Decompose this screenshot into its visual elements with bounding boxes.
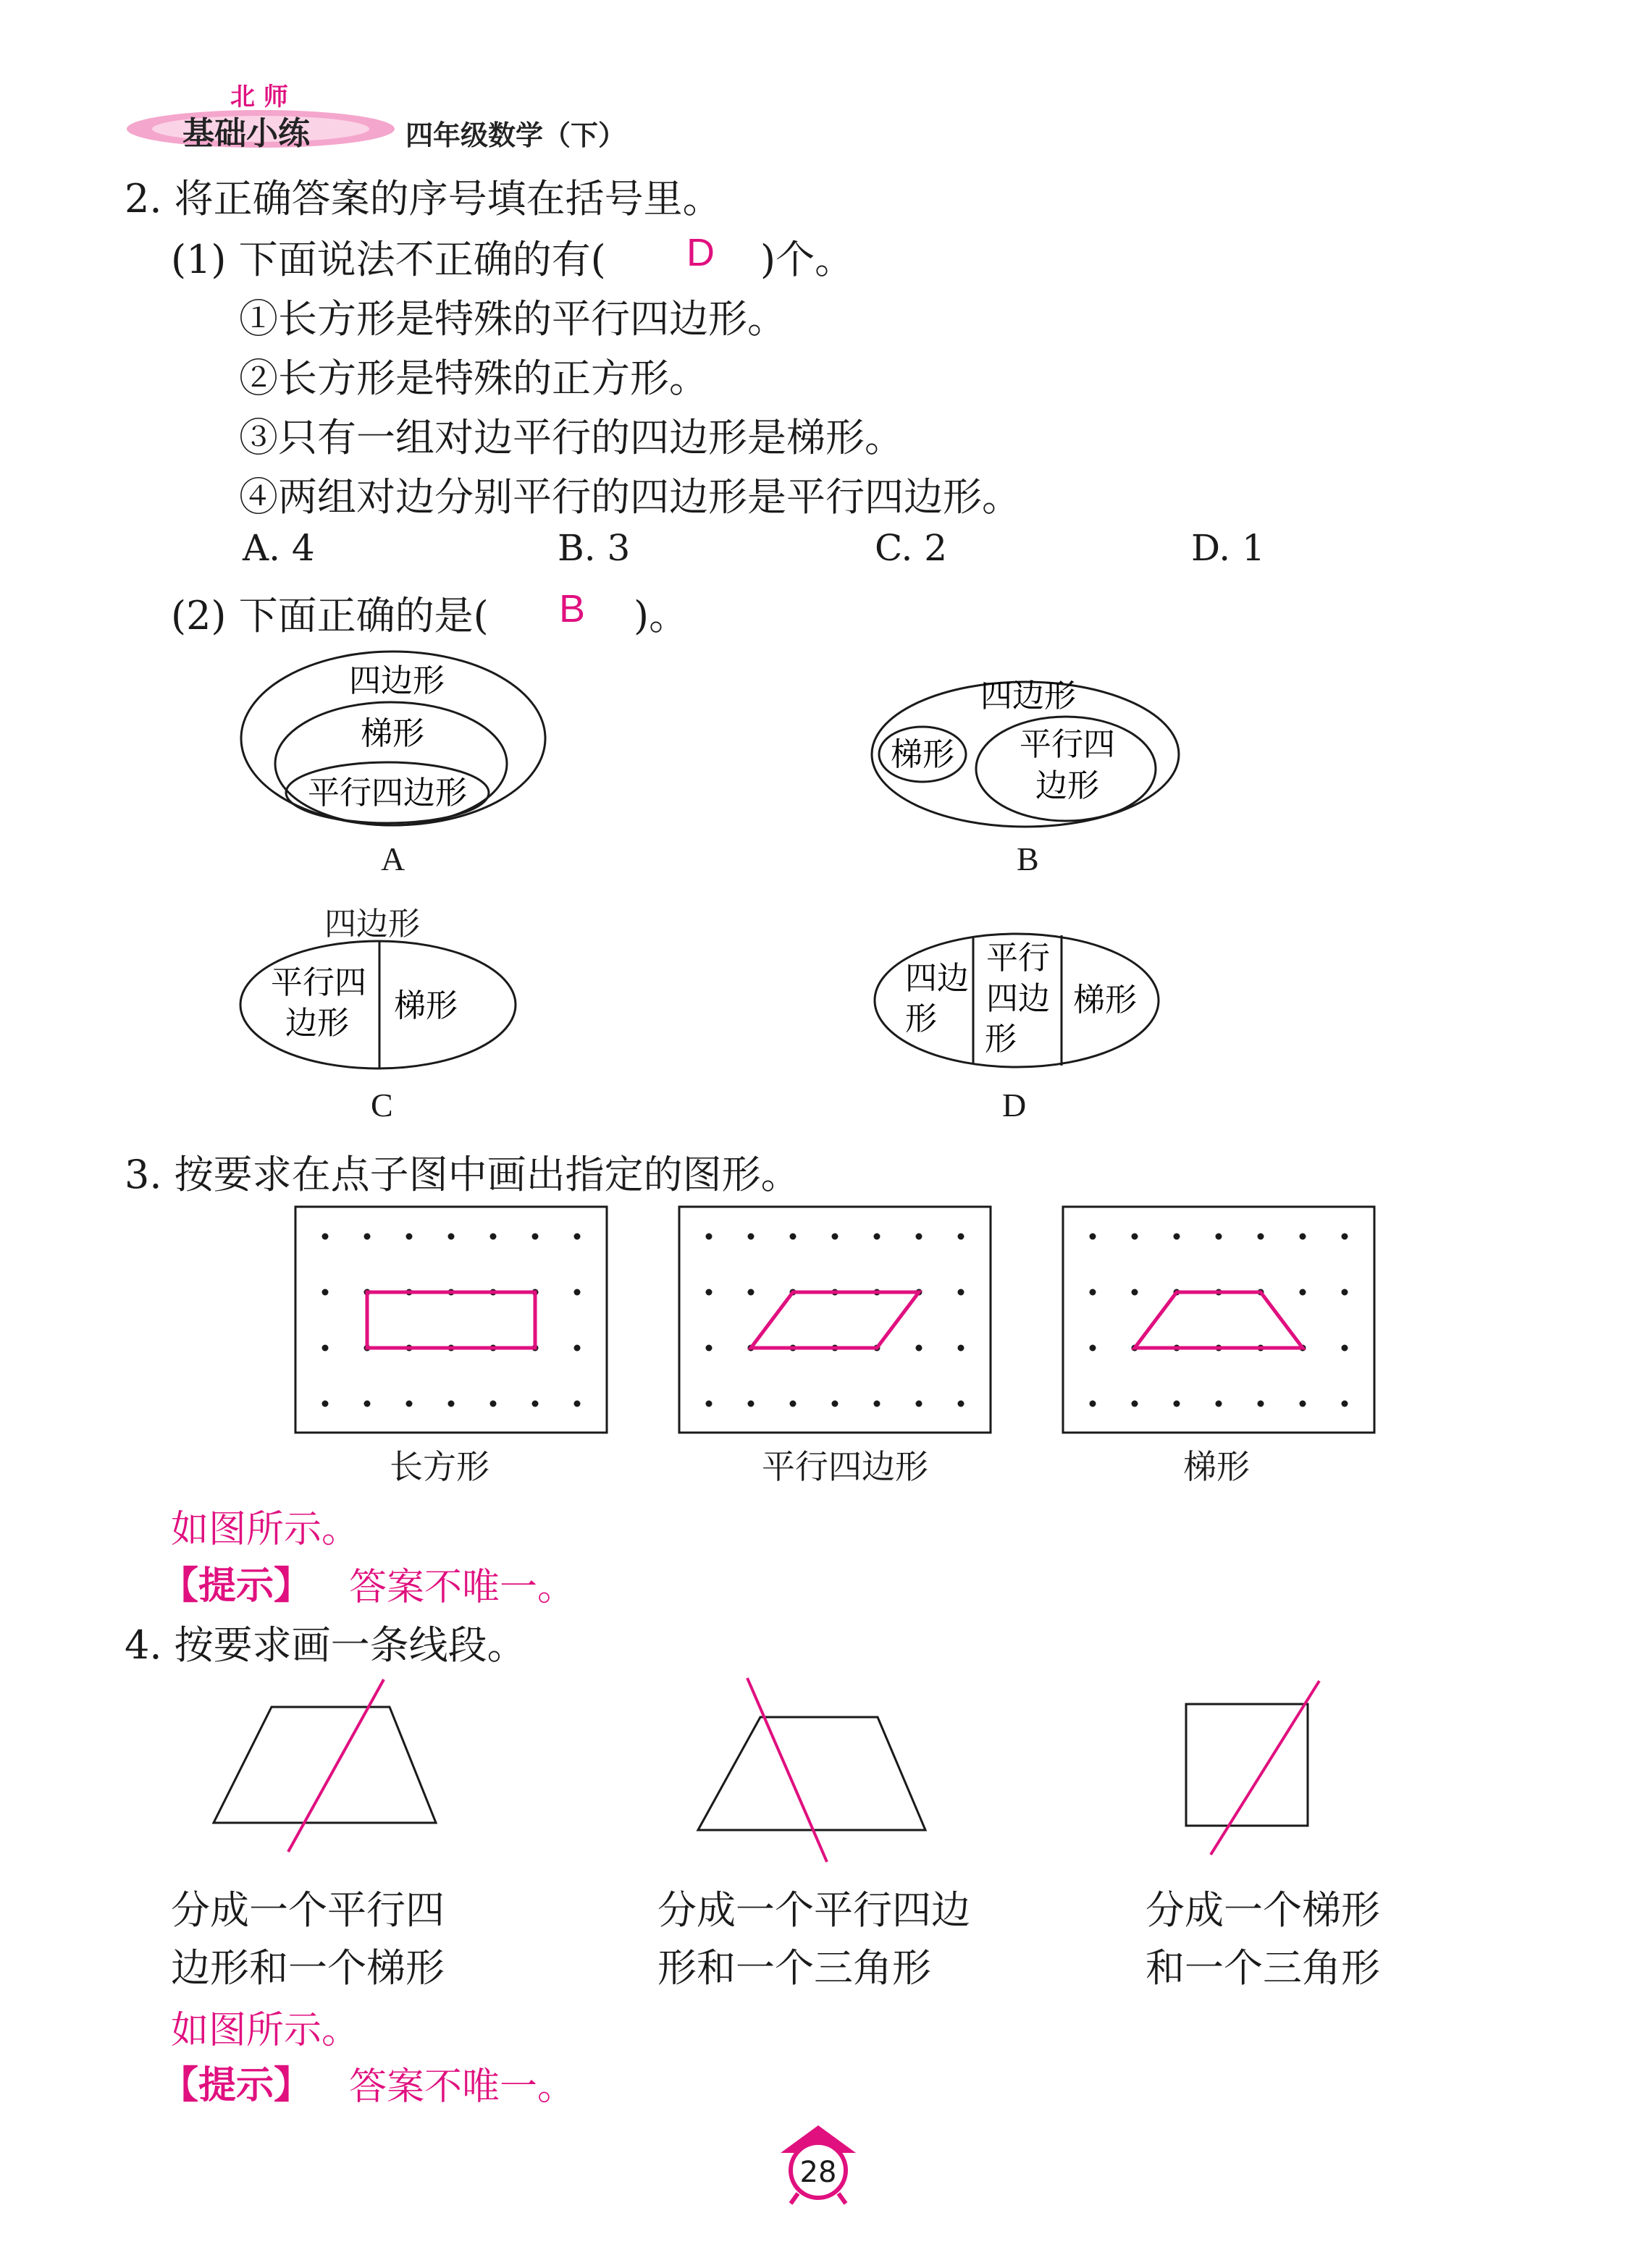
grid-dot	[1132, 1234, 1138, 1240]
grid-dot	[1258, 1401, 1264, 1407]
diagram-b-label: B	[1017, 840, 1039, 877]
q2-part2-prompt-before: (2) 下面正确的是(	[171, 593, 489, 638]
square-shape	[1186, 1704, 1308, 1826]
grid-dot	[706, 1289, 713, 1296]
grid-dot	[748, 1289, 755, 1296]
grid-dot	[874, 1401, 880, 1407]
option-c: C. 2	[875, 527, 948, 569]
grid-dot	[364, 1234, 371, 1240]
trapezoid-shape	[698, 1717, 925, 1830]
page-number: 28	[799, 2156, 837, 2189]
dot-grid-parallelogram	[677, 1205, 996, 1436]
diagram-c-top-label: 四边形	[324, 906, 420, 943]
grid-dot	[1216, 1401, 1222, 1407]
q2-part1-prompt-after: )个。	[760, 237, 854, 282]
q3-title: 3. 按要求在点子图中画出指定的图形。	[125, 1152, 800, 1197]
grid-dot	[1174, 1234, 1180, 1240]
diagram-d-label: D	[1002, 1087, 1027, 1124]
outer-ellipse	[240, 941, 516, 1068]
q4-hint-label: 【提示】	[161, 2064, 312, 2107]
grid-dot	[448, 1401, 455, 1407]
q2-title: 2. 将正确答案的序号填在括号里。	[125, 176, 722, 222]
grid-dot	[574, 1401, 581, 1407]
grid-dot	[448, 1234, 455, 1240]
label-outer: 四边形	[980, 678, 1076, 714]
answer-segment	[747, 1678, 827, 1862]
q4-caption-2-line1: 分成一个平行四边	[657, 1887, 970, 1933]
statement-3: ③只有一组对边平行的四边形是梯形。	[239, 415, 904, 460]
grid-dot	[490, 1234, 497, 1240]
grid-dot	[1216, 1234, 1222, 1240]
grid-dot	[748, 1234, 755, 1240]
label-mid-3: 形	[985, 1021, 1017, 1058]
label-left-1: 平行四	[271, 964, 366, 1001]
grid-dot	[916, 1345, 922, 1352]
grid-dot	[1132, 1289, 1138, 1296]
brand-main: 基础小练	[182, 115, 310, 152]
grid-dot	[706, 1234, 713, 1240]
label-mid-2: 四边	[986, 980, 1050, 1017]
q4-hint-text: 答案不唯一。	[349, 2065, 576, 2109]
label-outer: 四边形	[349, 662, 445, 699]
grid-dot	[706, 1345, 713, 1352]
venn-diagram-a	[232, 644, 558, 840]
venn-diagram-c	[236, 935, 526, 1080]
q2-part1-answer: D	[686, 231, 715, 274]
caption-trapezoid: 梯形	[1183, 1447, 1250, 1486]
dot-grid	[1090, 1234, 1348, 1407]
drawn-parallelogram	[751, 1292, 919, 1348]
caption-parallelogram: 平行四边形	[762, 1447, 928, 1486]
label-right-1: 平行四	[1020, 726, 1115, 763]
grid-dot	[1342, 1401, 1348, 1407]
grid-dot	[958, 1289, 964, 1296]
grid-dot	[364, 1401, 371, 1407]
label-middle: 梯形	[361, 715, 424, 752]
grid-frame	[1063, 1207, 1374, 1433]
grid-dot	[1090, 1401, 1096, 1407]
statement-4: ④两组对边分别平行的四边形是平行四边形。	[239, 474, 1021, 520]
label-right: 梯形	[394, 987, 458, 1024]
q4-caption-1-line2: 边形和一个梯形	[171, 1945, 445, 1991]
answer-segment	[1211, 1681, 1319, 1855]
option-b: B. 3	[558, 527, 631, 569]
grid-dot	[322, 1401, 329, 1407]
q4-caption-3-line1: 分成一个梯形	[1146, 1887, 1380, 1933]
option-d: D. 1	[1191, 527, 1265, 569]
label-right-2: 边形	[1035, 767, 1099, 804]
q4-square	[1173, 1672, 1347, 1868]
page-number-badge	[775, 2121, 862, 2208]
grid-dot	[832, 1234, 838, 1240]
badge-leg-right	[838, 2193, 846, 2204]
grid-dot	[1342, 1234, 1348, 1240]
grid-dot	[574, 1289, 581, 1296]
grid-dot	[1300, 1401, 1306, 1407]
brand-top: 北 师	[230, 83, 288, 111]
statement-2: ②长方形是特殊的正方形。	[239, 355, 708, 401]
grid-dot	[490, 1401, 497, 1407]
q2-part2-prompt-after: )。	[634, 593, 689, 638]
book-title: 四年级数学（下）	[405, 119, 626, 151]
grid-dot	[748, 1401, 755, 1407]
q4-title: 4. 按要求画一条线段。	[125, 1622, 526, 1668]
grid-dot	[1258, 1234, 1264, 1240]
grid-dot	[916, 1234, 922, 1240]
q4-trapezoid-1	[203, 1672, 449, 1868]
grid-dot	[706, 1401, 713, 1407]
dot-grid-rectangle	[293, 1205, 612, 1436]
q4-caption-3-line2: 和一个三角形	[1146, 1945, 1380, 1991]
grid-frame	[679, 1207, 991, 1433]
grid-dot	[1300, 1289, 1306, 1296]
dot-grid-trapezoid	[1061, 1205, 1379, 1436]
grid-dot	[790, 1401, 797, 1407]
diagram-c-label: C	[371, 1087, 393, 1124]
statement-1: ①长方形是特殊的平行四边形。	[239, 296, 786, 342]
drawn-rectangle	[367, 1292, 535, 1348]
label-left-2: 形	[905, 1000, 937, 1037]
q4-trapezoid-2	[688, 1672, 934, 1868]
label-right: 梯形	[1073, 982, 1137, 1019]
grid-dot	[958, 1401, 964, 1407]
grid-dot	[958, 1345, 964, 1352]
grid-dot	[958, 1234, 964, 1240]
grid-dot	[532, 1234, 539, 1240]
q3-hint-label: 【提示】	[161, 1564, 312, 1608]
badge-leg-left	[791, 2193, 798, 2204]
grid-dot	[406, 1234, 413, 1240]
q2-part2-answer: B	[559, 587, 586, 631]
q2-part1-prompt-before: (1) 下面说法不正确的有(	[171, 237, 606, 282]
grid-dot	[1342, 1345, 1348, 1352]
grid-dot	[406, 1401, 413, 1407]
q4-caption-1-line1: 分成一个平行四	[171, 1887, 445, 1933]
grid-frame	[295, 1207, 607, 1433]
trapezoid-shape	[214, 1707, 436, 1823]
grid-dot	[1300, 1234, 1306, 1240]
option-a: A. 4	[243, 527, 315, 569]
grid-dot	[1090, 1345, 1096, 1352]
dot-grid	[322, 1234, 581, 1407]
label-inner: 平行四边形	[308, 775, 467, 811]
grid-dot	[574, 1234, 581, 1240]
q4-answer: 如图所示。	[171, 2009, 360, 2052]
caption-rectangle: 长方形	[390, 1447, 489, 1486]
venn-diagram-d	[869, 928, 1166, 1080]
grid-dot	[1090, 1234, 1096, 1240]
grid-dot	[322, 1345, 329, 1352]
grid-dot	[1132, 1401, 1138, 1407]
grid-dot	[322, 1289, 329, 1296]
drawn-trapezoid	[1135, 1292, 1303, 1348]
grid-dot	[1090, 1289, 1096, 1296]
label-mid-1: 平行	[986, 940, 1050, 977]
grid-dot	[322, 1234, 329, 1240]
answer-segment	[288, 1679, 384, 1852]
label-left-1: 四边	[905, 960, 969, 997]
diagram-a-label: A	[381, 840, 405, 877]
q3-answer: 如图所示。	[171, 1508, 360, 1551]
grid-dot	[1342, 1289, 1348, 1296]
dot-grid	[706, 1234, 964, 1407]
label-left-2: 边形	[285, 1005, 349, 1042]
grid-dot	[1174, 1401, 1180, 1407]
grid-dot	[916, 1401, 922, 1407]
grid-dot	[574, 1345, 581, 1352]
q4-caption-2-line2: 形和一个三角形	[657, 1945, 931, 1991]
label-left: 梯形	[891, 736, 954, 773]
grid-dot	[790, 1234, 797, 1240]
grid-dot	[832, 1401, 838, 1407]
q3-hint-text: 答案不唯一。	[349, 1566, 576, 1609]
venn-diagram-b	[866, 673, 1185, 840]
grid-dot	[532, 1401, 539, 1407]
grid-dot	[874, 1234, 880, 1240]
